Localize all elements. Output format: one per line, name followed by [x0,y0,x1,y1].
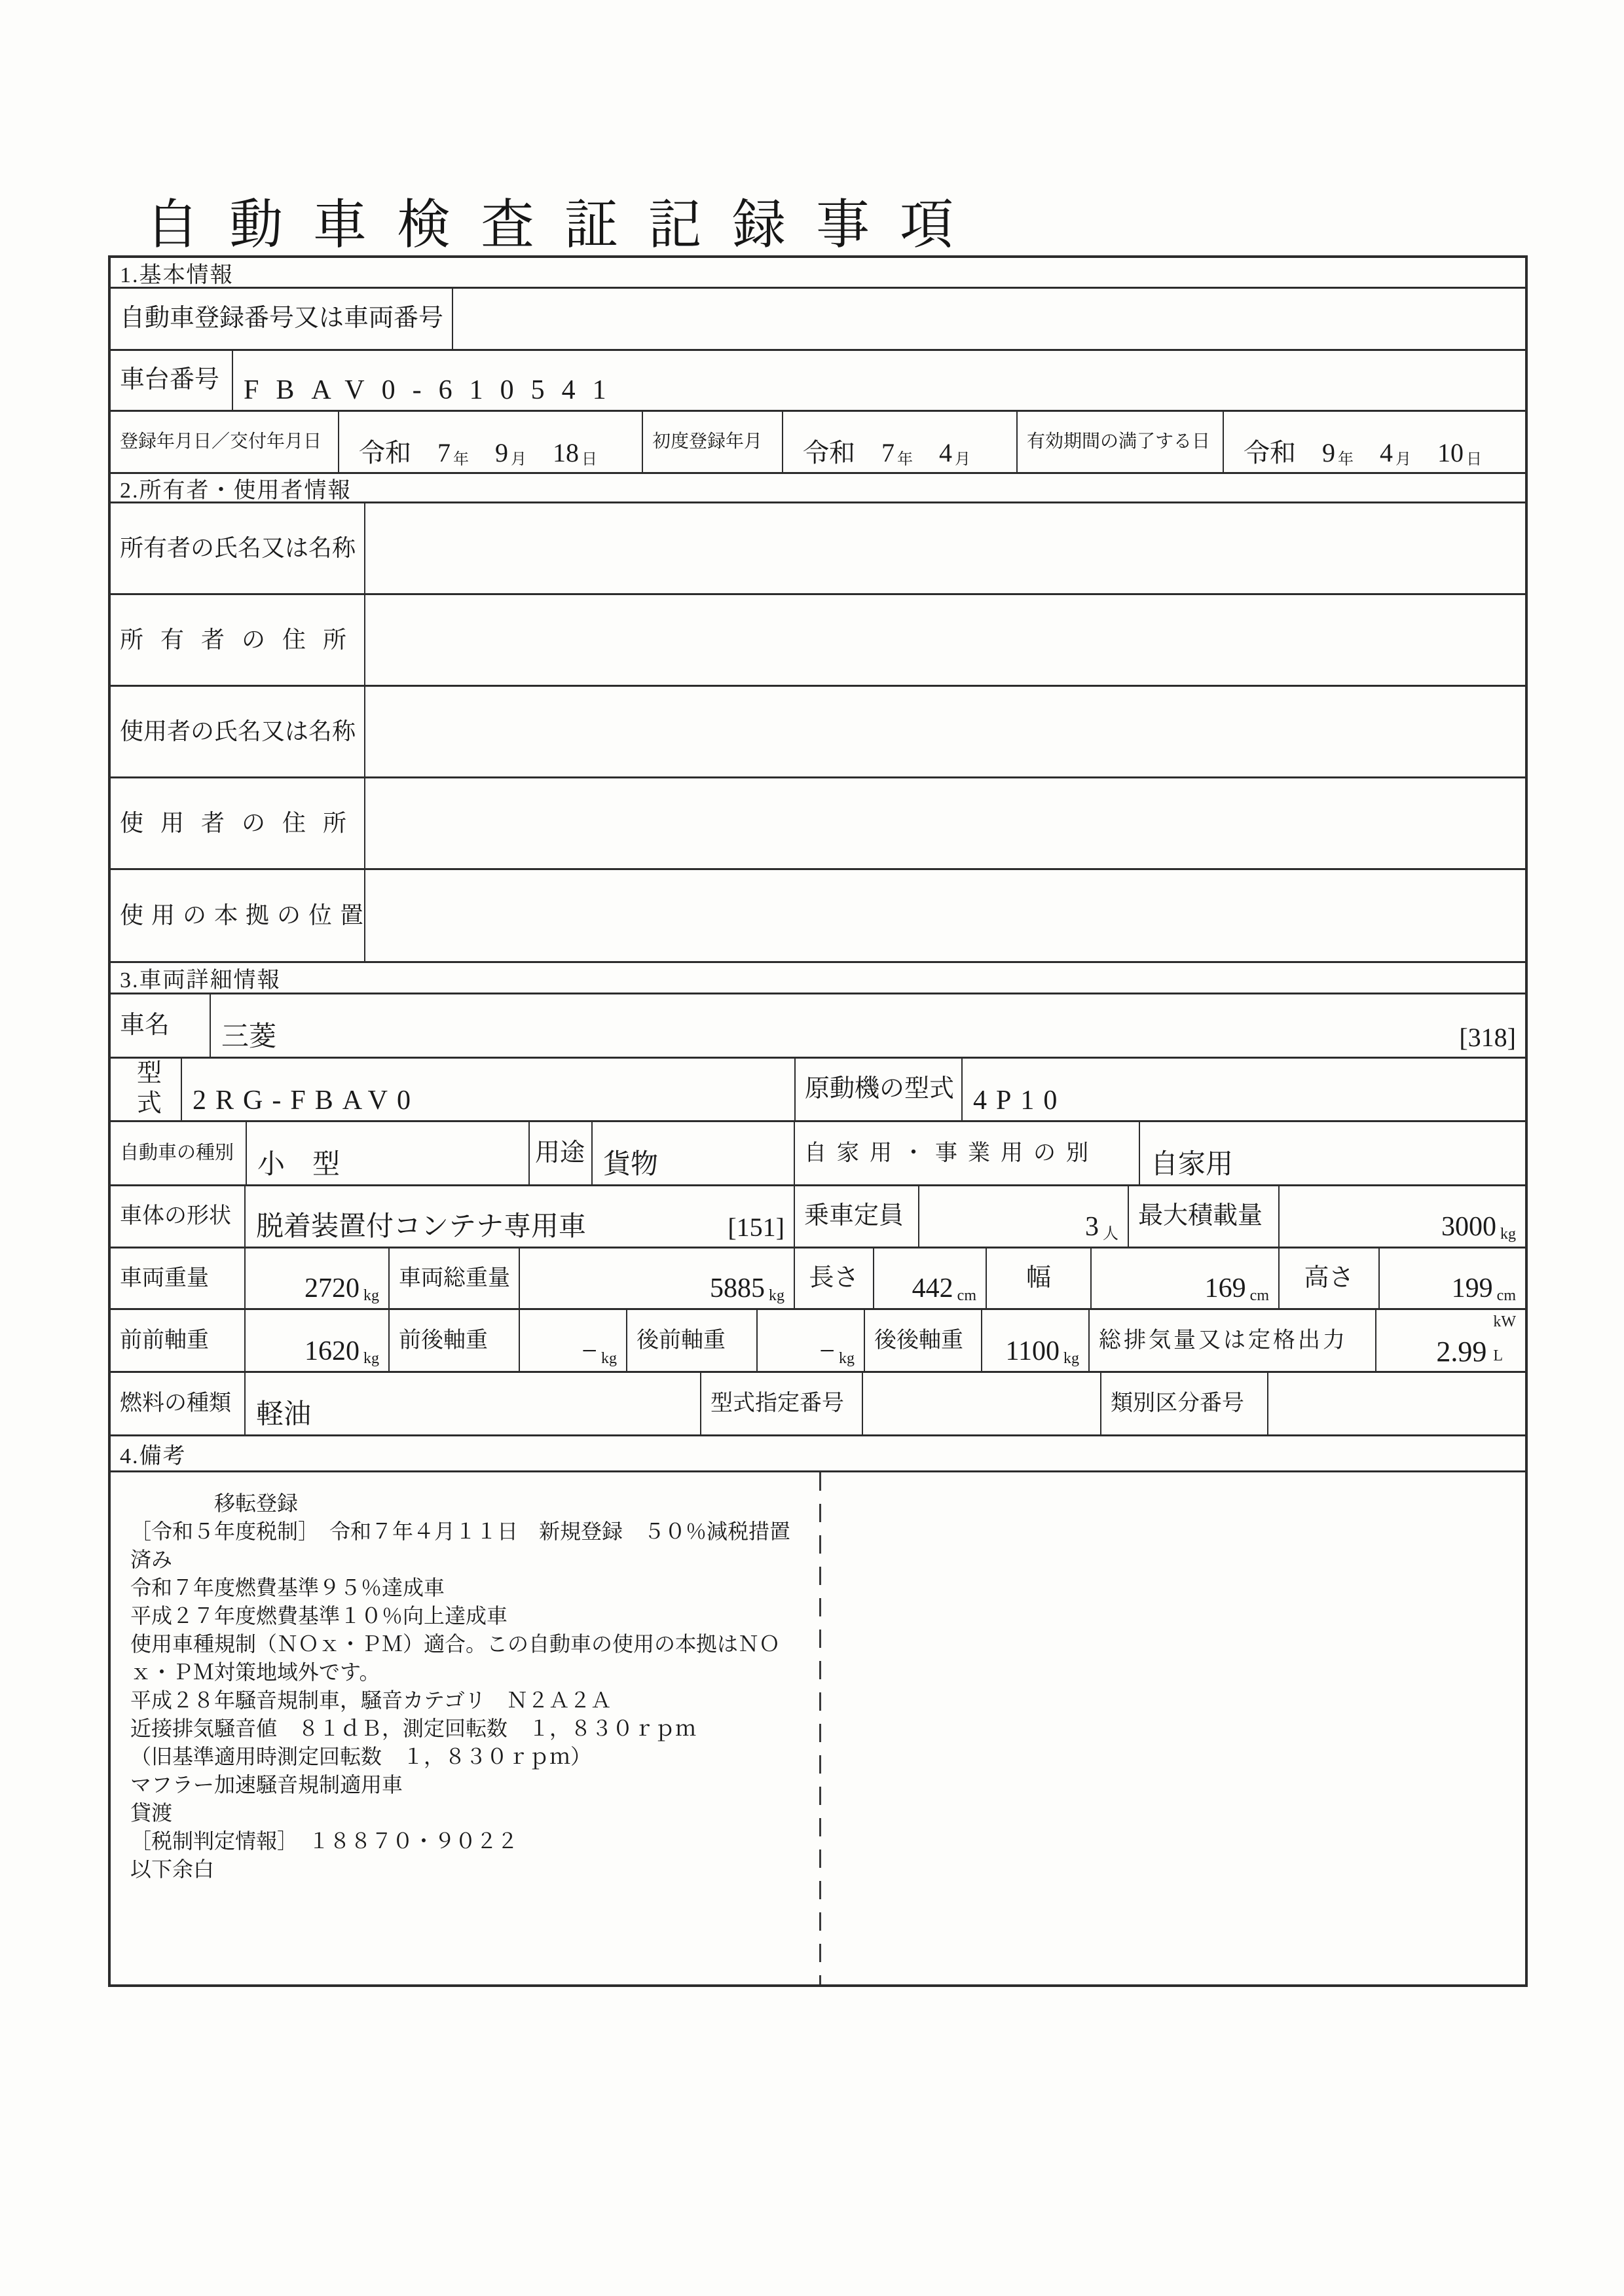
year-value: 7 [437,438,451,467]
day-unit: 日 [581,450,597,468]
row-base-location [111,870,1525,963]
month-value: 9 [495,438,508,467]
owner-address-value [365,595,1525,685]
row-body-shape [111,1186,1525,1248]
axle-front-front-label: 前前軸重 [111,1310,246,1371]
date-month-group [939,439,970,467]
type-certification-value [863,1373,1101,1434]
user-name-value [365,687,1525,776]
section-header-remarks [111,1436,1525,1472]
axle-fr-unit: kg [601,1349,617,1367]
row-fuel-type [111,1373,1525,1436]
registration-number-value [453,289,1525,349]
axle-rf-unit: kg [839,1349,855,1367]
date-month-group [495,439,526,467]
remarks-line: ［税制判定情報］ １８８７０・９０２２ [130,1829,519,1853]
max-load-number: 3000 [1441,1211,1496,1242]
remarks-line: 以下余白 [130,1857,215,1881]
month-unit: 月 [955,450,970,468]
width-value [1092,1248,1280,1308]
vehicle-name-code: [318] [1459,1023,1516,1052]
body-shape-label: 車体の形状 [111,1186,246,1247]
axle-fr-number: − [581,1336,597,1366]
vehicle-weight-label: 車両重量 [111,1248,246,1308]
vehicle-weight-value [246,1248,390,1308]
owner-name-label: 所有者の氏名又は名称 [111,503,365,593]
base-location-label: 使用の本拠の位置 [111,870,365,961]
row-weights-dimensions [111,1248,1525,1310]
registration-number-label: 自動車登録番号又は車両番号 [111,289,453,349]
month-value: 4 [1380,438,1393,467]
fuel-type-label: 燃料の種類 [111,1373,246,1434]
width-number: 169 [1204,1273,1246,1303]
remarks-divider [819,1472,821,1984]
day-value: 18 [553,438,579,467]
row-vehicle-name [111,994,1525,1059]
day-value: 10 [1437,438,1464,467]
remarks-line: 令和７年度燃費基準９５％達成車 [130,1576,445,1599]
remarks-box [111,1472,1525,1984]
expiry-date-value [1224,412,1525,472]
row-dates [111,412,1525,474]
section-header-basic [111,258,1525,289]
year-unit: 年 [453,450,469,468]
row-user-address [111,778,1525,870]
vehicle-name-value: 三菱 [221,1021,277,1052]
axle-rear-front-label: 後前軸重 [627,1310,758,1371]
axle-rf-number: − [819,1336,835,1366]
vehicle-name-label: 車名 [111,994,211,1057]
date-year-group [437,439,469,467]
remarks-text [130,1489,1505,1884]
user-name-label: 使用者の氏名又は名称 [111,687,365,776]
year-value: 7 [881,438,895,467]
page-title: 自動車検査証記録事項 [145,195,984,255]
remarks-line: マフラー加速騒音規制適用車 [130,1773,403,1796]
displacement-unit-kw: kW [1493,1313,1516,1330]
first-registration-value [783,412,1018,472]
model-label-text: 型式 [132,1059,160,1120]
height-unit: cm [1496,1286,1516,1304]
chassis-number-value: FBAV0-610541 [244,374,623,405]
width-unit: cm [1249,1286,1269,1304]
use-value: 貨物 [593,1122,795,1184]
width-label: 幅 [987,1248,1092,1308]
section-header-owner [111,474,1525,503]
axle-ff-number: 1620 [304,1336,360,1366]
remarks-line: 済み [130,1548,173,1571]
axle-front-front-value [246,1310,390,1371]
user-address-value [365,778,1525,868]
remarks-line: ［令和５年度税制］ 令和７年４月１１日 新規登録 ５０％減税措置 [130,1520,791,1543]
remarks-line: （旧基準適用時測定回転数 １，８３０ｒｐｍ） [130,1745,592,1768]
max-load-value [1280,1186,1525,1247]
era-text: 令和 [803,438,855,467]
remarks-line: 移転登録 [130,1491,299,1515]
gross-weight-label: 車両総重量 [390,1248,520,1308]
year-unit: 年 [1338,450,1354,468]
remarks-line: 使用車種規制（ＮＯｘ・ＰＭ）適合。この自動車の使用の本拠はＮＯ [130,1632,781,1656]
axle-rear-rear-label: 後後軸重 [865,1310,982,1371]
axle-front-rear-value [520,1310,627,1371]
axle-rr-number: 1100 [1005,1336,1060,1366]
year-value: 9 [1322,438,1335,467]
row-chassis-number [111,351,1525,412]
row-remarks [111,1472,1525,1984]
base-location-value [365,870,1525,961]
height-value [1380,1248,1525,1308]
type-certification-label: 型式指定番号 [701,1373,863,1434]
vehicle-kind-label: 自動車の種別 [111,1122,247,1184]
registration-date-value [339,412,643,472]
date-day-group [553,439,597,467]
capacity-number: 3 [1085,1211,1099,1242]
model-value: 2RG-FBAV0 [182,1059,796,1120]
date-year-group [1322,439,1354,467]
remarks-line: 平成２８年騒音規制車，騒音カテゴリ Ｎ２Ａ２Ａ [130,1688,612,1712]
body-shape-code: [151] [728,1212,784,1242]
era-text: 令和 [1244,438,1296,467]
max-load-label: 最大積載量 [1129,1186,1280,1247]
axle-rear-front-value [758,1310,865,1371]
body-shape-value-cell [246,1186,795,1247]
engine-model-value: 4P10 [973,1085,1067,1116]
vehicle-name-value-cell [211,994,1525,1057]
section-header-vehicle-label: 3.車両詳細情報 [120,968,281,993]
displacement-value [1376,1310,1525,1371]
date-year-group [881,439,913,467]
height-number: 199 [1451,1273,1493,1303]
row-registration-number [111,289,1525,351]
axle-rr-unit: kg [1063,1349,1079,1367]
remarks-line: 近接排気騒音値 ８１ｄＢ，測定回転数 １，８３０ｒｐｍ [130,1717,697,1740]
length-value [874,1248,987,1308]
owner-address-label: 所有者の住所 [111,595,365,685]
date-day-group [1437,439,1482,467]
year-unit: 年 [897,450,913,468]
axle-ff-unit: kg [363,1349,379,1367]
axle-front-rear-label: 前後軸重 [390,1310,520,1371]
axle-rear-rear-value [982,1310,1090,1371]
engine-model-label: 原動機の型式 [796,1059,963,1120]
owner-name-value [365,503,1525,593]
seating-capacity-value [919,1186,1129,1247]
row-user-name [111,687,1525,778]
class-code-label: 類別区分番号 [1101,1373,1268,1434]
user-address-label: 使用者の住所 [111,778,365,868]
body-shape-value: 脱着装置付コンテナ専用車 [256,1211,587,1242]
row-kind-use [111,1122,1525,1186]
length-label: 長さ [795,1248,874,1308]
month-value: 4 [939,438,952,467]
displacement-number: 2.99 [1436,1335,1487,1368]
month-unit: 月 [511,450,526,468]
date-month-group [1380,439,1411,467]
section-header-remarks-label: 4.備考 [120,1444,187,1468]
length-unit: cm [957,1286,976,1304]
ownership-type-label: 自家用・事業用の別 [795,1122,1140,1184]
weight-unit: kg [363,1286,379,1304]
remarks-line: 平成２７年度燃費基準１０％向上達成車 [130,1604,508,1628]
day-unit: 日 [1466,450,1482,468]
gross-weight-value [520,1248,795,1308]
expiry-date-label: 有効期間の満了する日 [1018,412,1224,472]
displacement-unit-l: L [1493,1347,1504,1364]
remarks-line: ｘ・ＰＭ対策地域外です。 [130,1660,380,1684]
weight-number: 2720 [304,1273,360,1303]
length-number: 442 [912,1273,953,1303]
row-owner-name [111,503,1525,595]
model-label [111,1059,182,1120]
row-axle-weights [111,1310,1525,1373]
gross-weight-unit: kg [769,1286,784,1304]
seating-capacity-label: 乗車定員 [795,1186,919,1247]
ownership-type-value: 自家用 [1151,1149,1234,1180]
class-code-value [1268,1373,1525,1434]
use-label: 用途 [530,1122,593,1184]
capacity-unit: 人 [1103,1225,1118,1243]
era-text: 令和 [359,438,411,467]
vehicle-kind-value: 小 型 [247,1122,530,1184]
chassis-number-label: 車台番号 [111,351,233,410]
month-unit: 月 [1395,450,1411,468]
section-header-vehicle [111,963,1525,994]
row-owner-address [111,595,1525,687]
remarks-line: 貸渡 [130,1801,173,1825]
registration-date-label: 登録年月日／交付年月日 [111,412,339,472]
section-header-basic-label: 1.基本情報 [120,263,234,287]
max-load-unit: kg [1500,1225,1516,1243]
displacement-label: 総排気量又は定格出力 [1090,1310,1376,1371]
displacement-unit-stack [1486,1313,1516,1367]
height-label: 高さ [1280,1248,1380,1308]
section-header-owner-label: 2.所有者・使用者情報 [120,478,352,503]
first-registration-label: 初度登録年月 [643,412,783,472]
gross-weight-number: 5885 [710,1273,765,1303]
certificate-form [108,255,1528,1987]
row-model [111,1059,1525,1122]
fuel-type-value: 軽油 [246,1373,701,1434]
